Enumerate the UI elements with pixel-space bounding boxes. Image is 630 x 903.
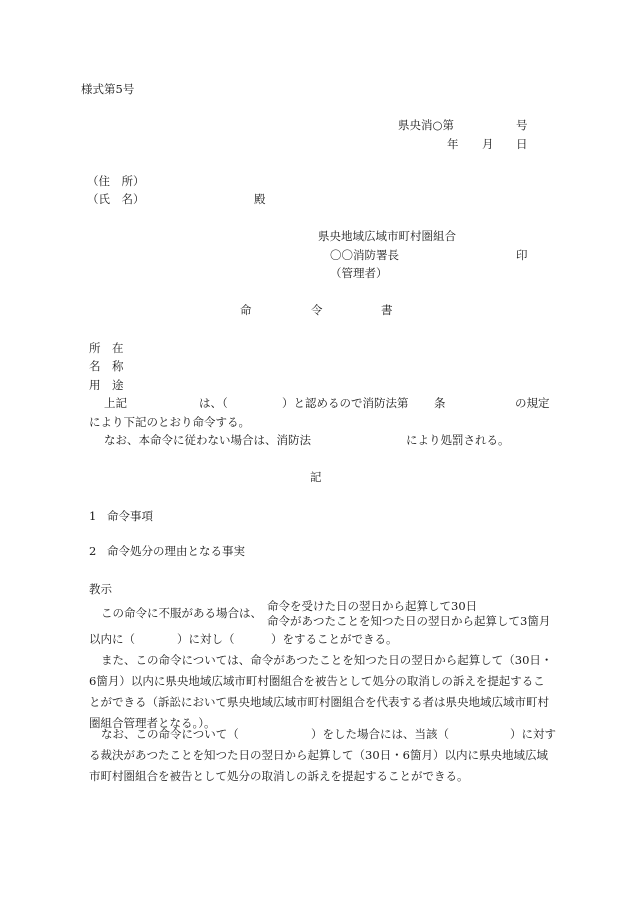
issuer-note: （管理者） <box>330 266 388 280</box>
issuer-organization: 県央地域広域市町村圏組合 <box>318 229 456 243</box>
item-1-number: 1 <box>89 509 97 523</box>
addressee-honorific: 殿 <box>254 192 266 206</box>
notice-l1-a: この命令に不服がある場合は、 <box>101 606 262 620</box>
date-month: 月 <box>482 137 494 151</box>
addressee-address-label: （住 所） <box>87 174 145 188</box>
body-p1-c: ）と認めるので消防法第 <box>282 396 409 410</box>
body-p2-b: により処罰される。 <box>406 433 510 447</box>
notice-heading: 教示 <box>89 582 112 596</box>
item-1-text: 命令事項 <box>107 509 153 523</box>
title-char-3: 書 <box>381 303 393 317</box>
date-year: 年 <box>447 137 459 151</box>
notice-p3-c: ）に対す <box>510 727 556 741</box>
notice-l1-c: 命令があつたことを知つた日の翌日から起算して3箇月 <box>267 614 551 628</box>
notice-paragraph-2: また、この命令については、命令があつたことを知つた日の翌日から起算して（30日・6箇月）以内に県央地域広域市町村圏組合を被告として処分の取消しの訴えを提起することができる（訴訟において県央地域広域市町村圏組合を代表する者は県央地域広域市町村圏組合管理者となる。）。 <box>89 653 553 730</box>
form-number: 様式第5号 <box>81 82 135 96</box>
date-day: 日 <box>516 137 528 151</box>
target-use-label: 用 途 <box>89 378 124 392</box>
notice-l1-e: ）に対し（ <box>177 632 235 646</box>
notice-p3-b: ）をした場合には、当該（ <box>311 727 449 741</box>
addressee-name-label: （氏 名） <box>87 192 145 206</box>
body-p1-d: 条 <box>434 396 446 410</box>
seal-mark: 印 <box>516 248 528 262</box>
doc-number-prefix: 県央消○第 <box>398 118 455 132</box>
body-p1-b: は、（ <box>199 396 228 410</box>
body-p2-a: なお、本命令に従わない場合は、消防法 <box>104 433 311 447</box>
item-2-text: 命令処分の理由となる事実 <box>107 544 245 558</box>
title-char-2: 令 <box>311 303 323 317</box>
target-name-label: 名 称 <box>89 359 124 373</box>
doc-number-suffix: 号 <box>516 118 528 132</box>
notice-l1-f: ）をすることができる。 <box>271 632 398 646</box>
issuer-title: 〇〇消防署長 <box>330 248 399 262</box>
body-p1-e: の規定 <box>515 396 550 410</box>
notice-p3-d: る裁決があつたことを知つた日の翌日から起算して（30日・6箇月）以内に県央地域広域市町村圏組合を被告として処分の取消しの訴えを提起することができる。 <box>89 748 548 783</box>
body-p1-f: により下記のとおり命令する。 <box>89 415 250 429</box>
item-2-number: 2 <box>89 544 97 558</box>
body-p1-a: 上記 <box>104 396 127 410</box>
notice-p3-a: なお、この命令について（ <box>101 727 239 741</box>
ki-mark: 記 <box>310 470 322 484</box>
notice-l1-d: 以内に（ <box>89 632 135 646</box>
target-location-label: 所 在 <box>89 341 124 355</box>
notice-l1-b: 命令を受けた日の翌日から起算して30日 <box>267 599 478 613</box>
title-char-1: 命 <box>240 303 252 317</box>
